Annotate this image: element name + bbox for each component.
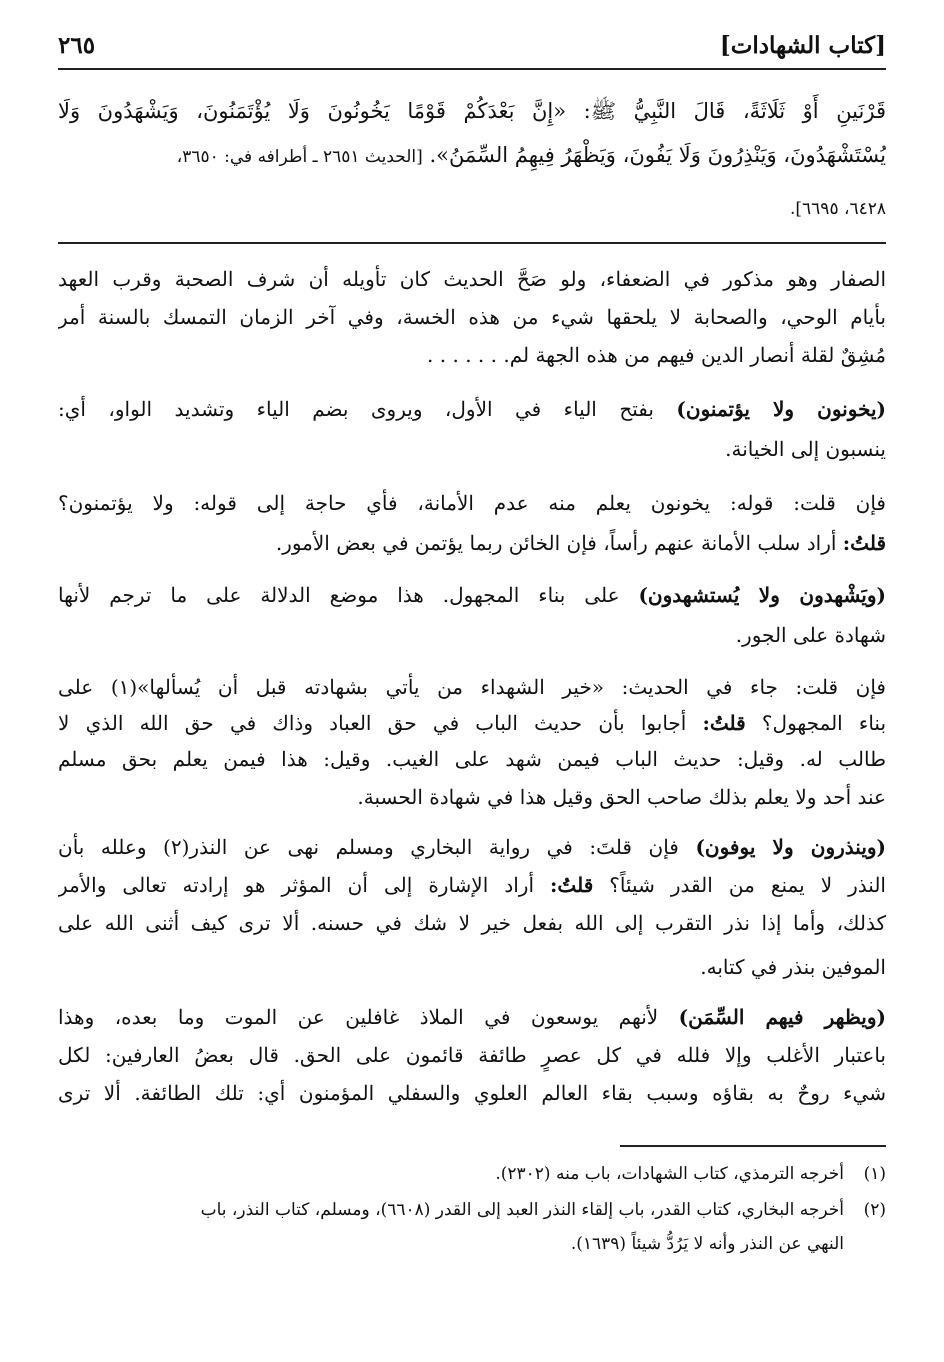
qult-label: قلتُ: <box>702 711 746 735</box>
footnote <box>58 1196 886 1224</box>
commentary-text: لأنهم يوسعون في الملاذ غافلين عن الموت وما بعده، وهذا <box>58 1005 659 1029</box>
commentary-line <box>58 1000 886 1034</box>
commentary-line: شيء روحٌ به بقاؤه وسبب بقاء العالم العلوي والسفلي المؤمنون أي: تلك الطائفة. ألا ترى <box>58 1081 886 1105</box>
page-number: ٢٦٥ <box>58 32 96 59</box>
footnote-rule <box>620 1145 886 1147</box>
commentary-line: فإن قلت: قوله: يخونون يعلم منه عدم الأمانة، فأي حاجة إلى قوله: ولا يؤتمنون؟ <box>58 491 886 515</box>
lemma-heading: (ويَشْهدون ولا يُستشهدون) <box>638 583 886 607</box>
commentary-line: باعتبار الأغلب وإلا فلله في كل عصرٍ طائفة قائمون على الحق. قال بعضُ العارفين: لكل <box>58 1043 886 1067</box>
running-header <box>58 28 886 68</box>
lemma-heading: (ويظهر فيهم السِّمَن) <box>678 1005 886 1029</box>
qult-label: قلتُ: <box>550 873 594 897</box>
commentary-line: طالب له. وقيل: حديث الباب فيمن شهد على الغيب. وقيل: هذا فيمن يعلم بحق مسلم <box>58 747 886 771</box>
commentary-text: أراد سلب الأمانة عنهم رأساً، فإن الخائن ربما يؤتمن في بعض الأمور. <box>275 531 837 555</box>
commentary-line <box>58 392 886 426</box>
hadith-reference-cont: ٦٤٢٨، ٦٦٩٥]. <box>790 199 886 219</box>
hadith-text: يُسْتَشْهَدُونَ، وَيَنْذِرُونَ وَلَا يَفُونَ، وَيَظْهَرُ فِيهِمُ السِّمَنُ». <box>429 143 886 167</box>
hadith-line: قَرْنَينِ أَوْ ثَلَاثَةً، قَالَ النَّبِيُّ ﷺ: «إِنَّ بَعْدَكُمْ قَوْمًا يَخُونُونَ وَلَا يُؤْتَمَنُونَ، وَيَشْهَدُونَ وَلَا <box>58 99 886 123</box>
commentary-line <box>58 830 886 864</box>
commentary-text: بناء المجهول؟ <box>761 711 886 735</box>
commentary-line: الموفين بنذر في كتابه. <box>700 955 886 979</box>
commentary-line: الصفار وهو مذكور في الضعفاء، ولو صَحَّ الحديث كان تأويله أن شرف الصحبة وقرب العهد <box>58 267 886 291</box>
lemma-heading: (وينذرون ولا يوفون) <box>695 835 886 859</box>
commentary-text: أجابوا بأن حديث الباب في حق العباد وذاك في حق الله الذي لا <box>58 711 687 735</box>
chapter-title: [كتاب الشهادات] <box>719 32 886 59</box>
footnote-number: (٢) <box>863 1200 886 1220</box>
commentary-line: شهادة على الجور. <box>735 623 886 647</box>
footnote-number: (١) <box>863 1164 886 1184</box>
commentary-text: بفتح الياء في الأول، ويروى بضم الياء وتشديد الواو، أي: <box>58 397 654 421</box>
commentary-line: بأيام الوحي، والصحابة لا يلحقها شيء من هذه الخسة، وفي آخر الزمان التمسك بالسنة أمر <box>58 305 886 329</box>
hadith-line <box>58 138 886 174</box>
hadith-reference: [الحديث ٢٦٥١ ـ أطرافه في: ٣٦٥٠، <box>176 147 423 167</box>
footnote-text: أخرجه البخاري، كتاب القدر، باب إلقاء النذر العبد إلى القدر (٦٦٠٨)، ومسلم، كتاب النذر، باب <box>200 1200 844 1220</box>
commentary-line: مُشِقٌ لقلة أنصار الدين فيهم من هذه الجهة لم. . . . . . . <box>427 343 886 367</box>
commentary-text: النذر لا يمنع من القدر شيئاً؟ <box>609 873 886 897</box>
commentary-line: كذلك، وأما إذا نذر التقرب إلى الله بفعل خير لا شك في حسنه. ألا ترى كيف أثنى الله على <box>58 911 886 935</box>
footnote <box>58 1160 886 1188</box>
commentary-line <box>58 526 886 560</box>
commentary-line <box>58 578 886 612</box>
commentary-line <box>58 706 886 740</box>
commentary-line: ينسبون إلى الخيانة. <box>725 437 886 461</box>
header-rule <box>58 68 886 70</box>
commentary-line: عند أحد ولا يعلم بذلك صاحب الحق وقيل هذا في شهادة الحسبة. <box>357 785 886 809</box>
footnote-continuation: النهي عن النذر وأنه لا يَرُدُّ شيئاً (١٦٣٩). <box>570 1234 844 1254</box>
commentary-text: أراد الإشارة إلى أن المؤثر هو إرادته تعالى والأمر <box>58 873 534 897</box>
footnote-text: أخرجه الترمذي، كتاب الشهادات، باب منه (٢٣٠٢). <box>495 1164 844 1184</box>
commentary-text: على بناء المجهول. هذا موضع الدلالة على ما ترجم لأنها <box>58 583 620 607</box>
commentary-line: فإن قلت: جاء في الحديث: «خير الشهداء من يأتي بشهادته قبل أن يُسألها»(١) على <box>58 675 886 699</box>
commentary-line <box>58 868 886 902</box>
commentary-text: فإن قلتَ: في رواية البخاري ومسلم نهى عن النذر(٢) وعلله بأن <box>58 835 679 859</box>
qult-label: قلتُ: <box>842 531 886 555</box>
lemma-heading: (يخونون ولا يؤتمنون) <box>676 397 886 421</box>
section-rule <box>58 242 886 244</box>
